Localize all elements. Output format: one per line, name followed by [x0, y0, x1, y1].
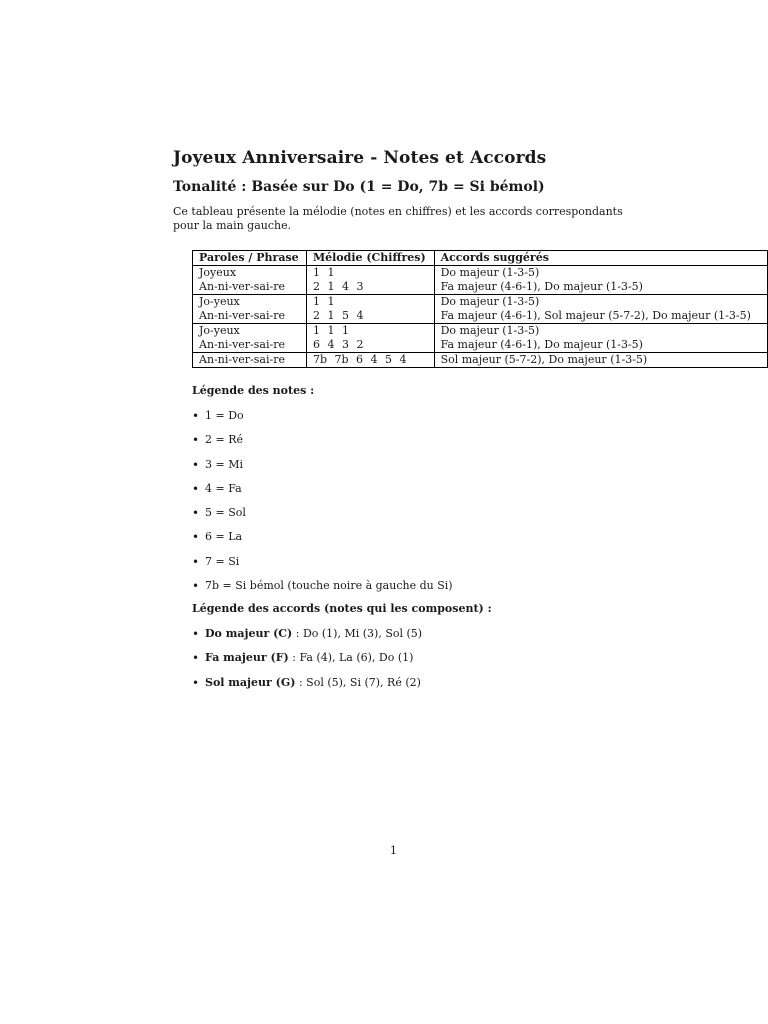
cell-lyrics: An-ni-ver-sai-re [193, 309, 307, 324]
cell-lyrics: Jo-yeux [193, 324, 307, 339]
key-subtitle: Tonalité : Basée sur Do (1 = Do, 7b = Si bémol) [173, 179, 545, 195]
cell-chords: Fa majeur (4-6-1), Do majeur (1-3-5) [434, 338, 767, 353]
chord-notes: : Fa (4), La (6), Do (1) [288, 651, 414, 665]
table-row [193, 353, 768, 368]
chord-notes: : Sol (5), Si (7), Ré (2) [295, 675, 421, 689]
list-item: • 5 = Sol [192, 506, 453, 530]
table-row [193, 309, 768, 324]
chords-legend-list [192, 627, 422, 700]
table-row [193, 266, 768, 281]
chord-name: Fa majeur (F) [205, 651, 289, 665]
table-row [193, 338, 768, 353]
intro-paragraph: Ce tableau présente la mélodie (notes en chiffres) et les accords correspondants pour la main gauche. [173, 205, 623, 232]
notes-chords-table [192, 250, 768, 368]
cell-lyrics: An-ni-ver-sai-re [193, 338, 307, 353]
notes-legend-list [192, 409, 453, 603]
table-row [193, 280, 768, 295]
table-row [193, 324, 768, 339]
cell-lyrics: Joyeux [193, 266, 307, 281]
cell-chords: Fa majeur (4-6-1), Sol majeur (5-7-2), Do majeur (1-3-5) [434, 309, 767, 324]
page-number: 1 [390, 844, 397, 857]
cell-lyrics: An-ni-ver-sai-re [193, 280, 307, 295]
chord-name: Do majeur (C) [205, 627, 293, 640]
table-header-row [193, 251, 768, 266]
page-title: Joyeux Anniversaire - Notes et Accords [173, 148, 547, 168]
cell-lyrics: An-ni-ver-sai-re [193, 353, 307, 368]
cell-chords: Sol majeur (5-7-2), Do majeur (1-3-5) [434, 353, 767, 368]
notes-legend-title: Légende des notes : [192, 384, 315, 397]
cell-chords: Do majeur (1-3-5) [434, 266, 767, 281]
cell-chords: Do majeur (1-3-5) [434, 295, 767, 310]
list-item: • 7 = Si [192, 555, 453, 579]
chord-name: Sol majeur (G) [205, 675, 296, 689]
cell-melody: 1 1 1 [306, 324, 434, 339]
list-item: • 2 = Ré [192, 433, 453, 457]
list-item: • 6 = La [192, 530, 453, 554]
cell-melody: 6 4 3 2 [306, 338, 434, 353]
cell-lyrics: Jo-yeux [193, 295, 307, 310]
list-item: • 4 = Fa [192, 482, 453, 506]
list-item: • 7b = Si bémol (touche noire à gauche du Si) [192, 579, 453, 603]
chord-notes: : Do (1), Mi (3), Sol (5) [292, 627, 423, 640]
cell-melody: 1 1 [306, 295, 434, 310]
cell-melody: 2 1 5 4 [306, 309, 434, 324]
cell-melody: 2 1 4 3 [306, 280, 434, 295]
chords-legend-title: Légende des accords (notes qui les composent) : [192, 602, 492, 615]
table-row [193, 295, 768, 310]
header-lyrics: Paroles / Phrase [193, 251, 307, 266]
list-item [192, 627, 422, 651]
list-item [192, 676, 422, 700]
cell-chords: Do majeur (1-3-5) [434, 324, 767, 339]
list-item: • 3 = Mi [192, 458, 453, 482]
list-item: • 1 = Do [192, 409, 453, 433]
cell-chords: Fa majeur (4-6-1), Do majeur (1-3-5) [434, 280, 767, 295]
header-chords: Accords suggérés [434, 251, 767, 266]
cell-melody: 7b 7b 6 4 5 4 [306, 353, 434, 368]
list-item [192, 651, 422, 675]
header-melody: Mélodie (Chiffres) [306, 251, 434, 266]
cell-melody: 1 1 [306, 266, 434, 281]
